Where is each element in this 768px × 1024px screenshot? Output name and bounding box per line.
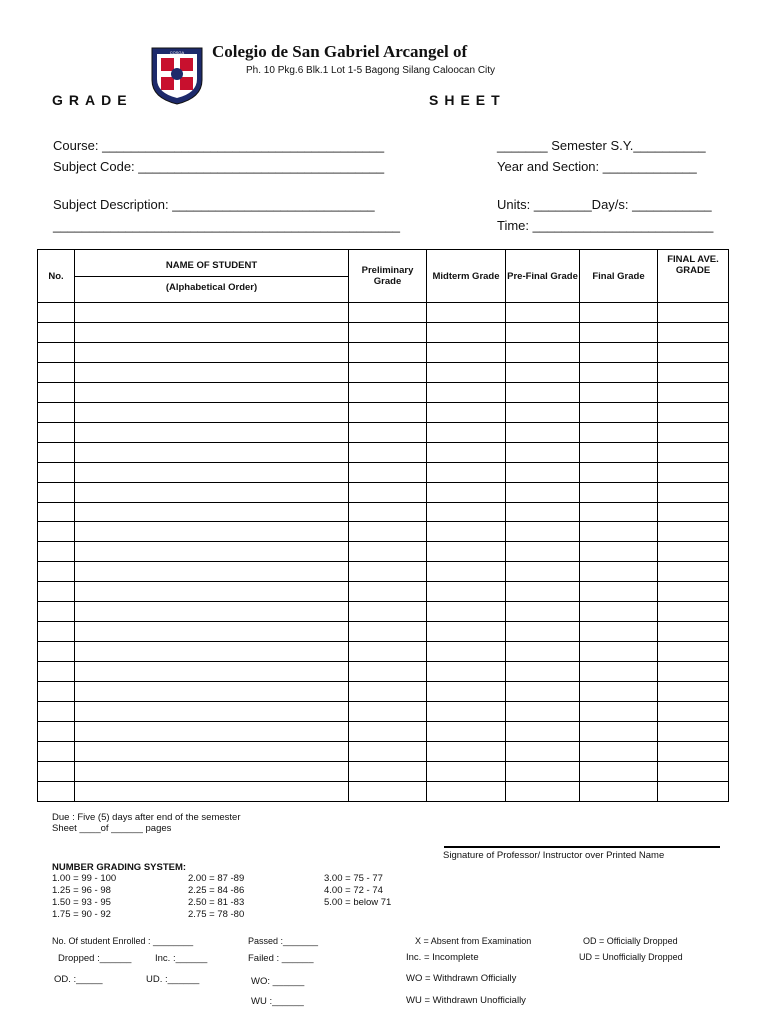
cell-name[interactable] bbox=[75, 562, 349, 582]
cell-no[interactable] bbox=[38, 761, 75, 781]
cell-name[interactable] bbox=[75, 662, 349, 682]
cell-final-ave[interactable] bbox=[658, 761, 729, 781]
cell-prefinal[interactable] bbox=[506, 502, 580, 522]
cell-midterm[interactable] bbox=[427, 442, 506, 462]
cell-prefinal[interactable] bbox=[506, 722, 580, 742]
cell-midterm[interactable] bbox=[427, 741, 506, 761]
header-midterm: Midterm Grade bbox=[427, 250, 506, 303]
cell-prefinal[interactable] bbox=[506, 422, 580, 442]
cell-final-ave[interactable] bbox=[658, 642, 729, 662]
svg-text:COSGA: COSGA bbox=[169, 50, 185, 55]
subject-description-extra-line[interactable]: ________________________________________________ bbox=[53, 218, 401, 233]
cell-midterm[interactable] bbox=[427, 642, 506, 662]
cell-midterm[interactable] bbox=[427, 682, 506, 702]
cell-name[interactable] bbox=[75, 502, 349, 522]
cell-final-ave[interactable] bbox=[658, 462, 729, 482]
cell-final-ave[interactable] bbox=[658, 582, 729, 602]
cell-prefinal[interactable] bbox=[506, 382, 580, 402]
cell-no[interactable] bbox=[38, 402, 75, 422]
title-sheet: SHEET bbox=[429, 92, 506, 108]
school-seal-logo bbox=[148, 46, 206, 106]
table-row bbox=[38, 382, 729, 402]
cell-midterm[interactable] bbox=[427, 502, 506, 522]
cell-midterm[interactable] bbox=[427, 722, 506, 742]
cell-prefinal[interactable] bbox=[506, 362, 580, 382]
cell-final-ave[interactable] bbox=[658, 422, 729, 442]
cell-prelim[interactable] bbox=[349, 582, 427, 602]
cell-final-ave[interactable] bbox=[658, 303, 729, 323]
cell-name[interactable] bbox=[75, 382, 349, 402]
cell-final-ave[interactable] bbox=[658, 382, 729, 402]
grading-col-2: 2.00 = 87 -89 2.25 = 84 -86 2.50 = 81 -83 2.75 = 78 -80 bbox=[188, 873, 245, 920]
table-row bbox=[38, 622, 729, 642]
legend-withdrawn-officially: WO = Withdrawn Officially bbox=[406, 973, 517, 984]
cell-final-ave[interactable] bbox=[658, 622, 729, 642]
grading-col-3: 3.00 = 75 - 77 4.00 = 72 - 74 5.00 = below 71 bbox=[324, 873, 392, 908]
legend-withdrawn-unofficially: WU = Withdrawn Unofficially bbox=[406, 995, 526, 1006]
cell-no[interactable] bbox=[38, 602, 75, 622]
cell-final[interactable] bbox=[580, 562, 658, 582]
cell-prelim[interactable] bbox=[349, 342, 427, 362]
cell-final[interactable] bbox=[580, 362, 658, 382]
cell-name[interactable] bbox=[75, 582, 349, 602]
cell-final-ave[interactable] bbox=[658, 522, 729, 542]
table-row bbox=[38, 422, 729, 442]
cell-midterm[interactable] bbox=[427, 542, 506, 562]
cell-midterm[interactable] bbox=[427, 702, 506, 722]
cell-name[interactable] bbox=[75, 482, 349, 502]
header-final-ave: FINAL AVE. GRADE bbox=[658, 250, 729, 303]
cell-final[interactable] bbox=[580, 303, 658, 323]
table-row bbox=[38, 702, 729, 722]
cell-name[interactable] bbox=[75, 781, 349, 801]
cell-name[interactable] bbox=[75, 761, 349, 781]
table-row bbox=[38, 322, 729, 342]
enrolled-field[interactable]: No. Of student Enrolled : ________ bbox=[52, 936, 194, 946]
passed-field[interactable]: Passed :_______ bbox=[248, 936, 319, 946]
cell-prefinal[interactable] bbox=[506, 462, 580, 482]
table-row bbox=[38, 442, 729, 462]
cell-prelim[interactable] bbox=[349, 722, 427, 742]
cell-prelim[interactable] bbox=[349, 662, 427, 682]
cell-prelim[interactable] bbox=[349, 322, 427, 342]
course-field[interactable]: Course: _______________________________________ bbox=[53, 138, 385, 153]
od-field[interactable]: OD. :_____ bbox=[54, 974, 103, 985]
cell-midterm[interactable] bbox=[427, 562, 506, 582]
cell-prelim[interactable] bbox=[349, 562, 427, 582]
cell-final[interactable] bbox=[580, 402, 658, 422]
cell-final[interactable] bbox=[580, 582, 658, 602]
cell-final-ave[interactable] bbox=[658, 442, 729, 462]
table-row bbox=[38, 362, 729, 382]
cell-final[interactable] bbox=[580, 482, 658, 502]
cell-name[interactable] bbox=[75, 342, 349, 362]
cell-final[interactable] bbox=[580, 662, 658, 682]
cell-prelim[interactable] bbox=[349, 642, 427, 662]
cell-name[interactable] bbox=[75, 741, 349, 761]
cell-no[interactable] bbox=[38, 781, 75, 801]
cell-name[interactable] bbox=[75, 702, 349, 722]
cell-name[interactable] bbox=[75, 682, 349, 702]
cell-no[interactable] bbox=[38, 482, 75, 502]
cell-prefinal[interactable] bbox=[506, 482, 580, 502]
cell-midterm[interactable] bbox=[427, 322, 506, 342]
failed-field[interactable]: Failed : ______ bbox=[248, 953, 314, 964]
cell-no[interactable] bbox=[38, 741, 75, 761]
cell-midterm[interactable] bbox=[427, 402, 506, 422]
cell-no[interactable] bbox=[38, 502, 75, 522]
cell-name[interactable] bbox=[75, 522, 349, 542]
title-grade: GRADE bbox=[52, 92, 133, 108]
units-days-field[interactable]: Units: ________Day/s: ___________ bbox=[497, 197, 712, 212]
cell-prefinal[interactable] bbox=[506, 522, 580, 542]
cell-name[interactable] bbox=[75, 602, 349, 622]
time-field[interactable]: Time: _________________________ bbox=[497, 218, 714, 233]
cell-name[interactable] bbox=[75, 722, 349, 742]
legend-absent: X = Absent from Examination bbox=[415, 936, 532, 946]
cell-final-ave[interactable] bbox=[658, 781, 729, 801]
cell-final-ave[interactable] bbox=[658, 662, 729, 682]
cell-prefinal[interactable] bbox=[506, 741, 580, 761]
cell-final-ave[interactable] bbox=[658, 322, 729, 342]
cell-midterm[interactable] bbox=[427, 362, 506, 382]
cell-final[interactable] bbox=[580, 382, 658, 402]
cell-final[interactable] bbox=[580, 741, 658, 761]
cell-final-ave[interactable] bbox=[658, 502, 729, 522]
cell-final[interactable] bbox=[580, 702, 658, 722]
header-name-sublabel: (Alphabetical Order) bbox=[165, 282, 258, 293]
cell-prelim[interactable] bbox=[349, 303, 427, 323]
cell-no[interactable] bbox=[38, 303, 75, 323]
subject-description-field[interactable]: Subject Description: ____________________________ bbox=[53, 197, 375, 212]
cell-midterm[interactable] bbox=[427, 382, 506, 402]
cell-prelim[interactable] bbox=[349, 422, 427, 442]
cell-prelim[interactable] bbox=[349, 362, 427, 382]
cell-no[interactable] bbox=[38, 562, 75, 582]
cell-prefinal[interactable] bbox=[506, 702, 580, 722]
cell-prelim[interactable] bbox=[349, 402, 427, 422]
cell-prelim[interactable] bbox=[349, 622, 427, 642]
table-row bbox=[38, 482, 729, 502]
cell-name[interactable] bbox=[75, 422, 349, 442]
cell-prefinal[interactable] bbox=[506, 642, 580, 662]
cell-final[interactable] bbox=[580, 422, 658, 442]
cell-final[interactable] bbox=[580, 322, 658, 342]
cell-prelim[interactable] bbox=[349, 702, 427, 722]
table-row bbox=[38, 682, 729, 702]
cell-prelim[interactable] bbox=[349, 502, 427, 522]
cell-no[interactable] bbox=[38, 522, 75, 542]
cell-midterm[interactable] bbox=[427, 761, 506, 781]
cell-name[interactable] bbox=[75, 462, 349, 482]
cell-final[interactable] bbox=[580, 781, 658, 801]
table-row bbox=[38, 642, 729, 662]
cell-prefinal[interactable] bbox=[506, 342, 580, 362]
cell-prefinal[interactable] bbox=[506, 761, 580, 781]
cell-prefinal[interactable] bbox=[506, 662, 580, 682]
sheet-pages[interactable]: Sheet ____of ______ pages bbox=[52, 823, 172, 834]
header-no: No. bbox=[38, 250, 75, 303]
cell-prelim[interactable] bbox=[349, 781, 427, 801]
cell-name[interactable] bbox=[75, 642, 349, 662]
cell-prelim[interactable] bbox=[349, 382, 427, 402]
header-final: Final Grade bbox=[580, 250, 658, 303]
cell-prefinal[interactable] bbox=[506, 303, 580, 323]
table-header-row bbox=[38, 250, 729, 303]
cell-final[interactable] bbox=[580, 462, 658, 482]
cell-no[interactable] bbox=[38, 362, 75, 382]
legend-incomplete: Inc. = Incomplete bbox=[406, 952, 479, 963]
cell-no[interactable] bbox=[38, 382, 75, 402]
cell-prefinal[interactable] bbox=[506, 602, 580, 622]
cell-prelim[interactable] bbox=[349, 522, 427, 542]
cell-midterm[interactable] bbox=[427, 662, 506, 682]
cell-midterm[interactable] bbox=[427, 462, 506, 482]
inc-field[interactable]: Inc. :______ bbox=[155, 953, 208, 964]
cell-midterm[interactable] bbox=[427, 582, 506, 602]
cell-midterm[interactable] bbox=[427, 482, 506, 502]
school-address: Ph. 10 Pkg.6 Blk.1 Lot 1-5 Bagong Silang Caloocan City bbox=[246, 65, 496, 76]
cell-no[interactable] bbox=[38, 322, 75, 342]
grading-col-1: 1.00 = 99 - 100 1.25 = 96 - 98 1.50 = 93 - 95 1.75 = 90 - 92 bbox=[52, 873, 117, 920]
cell-no[interactable] bbox=[38, 582, 75, 602]
table-row bbox=[38, 602, 729, 622]
table-row bbox=[38, 502, 729, 522]
cell-final-ave[interactable] bbox=[658, 741, 729, 761]
cell-name[interactable] bbox=[75, 362, 349, 382]
cell-prefinal[interactable] bbox=[506, 322, 580, 342]
cell-final[interactable] bbox=[580, 682, 658, 702]
table-row bbox=[38, 342, 729, 362]
cell-midterm[interactable] bbox=[427, 622, 506, 642]
cell-name[interactable] bbox=[75, 542, 349, 562]
cell-midterm[interactable] bbox=[427, 781, 506, 801]
grade-table bbox=[37, 249, 729, 802]
cell-final-ave[interactable] bbox=[658, 542, 729, 562]
cell-prelim[interactable] bbox=[349, 682, 427, 702]
ud-field[interactable]: UD. :______ bbox=[146, 974, 200, 985]
cell-prefinal[interactable] bbox=[506, 402, 580, 422]
cell-prefinal[interactable] bbox=[506, 682, 580, 702]
legend-officially-dropped: OD = Officially Dropped bbox=[583, 936, 678, 946]
header-prefinal: Pre-Final Grade bbox=[506, 250, 580, 303]
cell-prefinal[interactable] bbox=[506, 442, 580, 462]
cell-no[interactable] bbox=[38, 682, 75, 702]
cell-final[interactable] bbox=[580, 502, 658, 522]
school-name: Colegio de San Gabriel Arcangel of bbox=[212, 42, 468, 61]
cell-final-ave[interactable] bbox=[658, 702, 729, 722]
cell-no[interactable] bbox=[38, 542, 75, 562]
year-section-field[interactable]: Year and Section: _____________ bbox=[497, 159, 697, 174]
cell-prelim[interactable] bbox=[349, 602, 427, 622]
grading-system-title: NUMBER GRADING SYSTEM: bbox=[52, 862, 187, 873]
cell-prelim[interactable] bbox=[349, 442, 427, 462]
cell-midterm[interactable] bbox=[427, 522, 506, 542]
semester-field[interactable]: _______ Semester S.Y.__________ bbox=[497, 138, 706, 153]
wu-field[interactable]: WU :______ bbox=[251, 996, 304, 1007]
cell-prefinal[interactable] bbox=[506, 542, 580, 562]
header-prelim: Preliminary Grade bbox=[349, 250, 427, 303]
cell-prefinal[interactable] bbox=[506, 582, 580, 602]
table-row bbox=[38, 761, 729, 781]
table-row bbox=[38, 781, 729, 801]
cell-midterm[interactable] bbox=[427, 422, 506, 442]
cell-final[interactable] bbox=[580, 542, 658, 562]
cell-prefinal[interactable] bbox=[506, 562, 580, 582]
cell-final[interactable] bbox=[580, 642, 658, 662]
cell-final-ave[interactable] bbox=[658, 602, 729, 622]
cell-name[interactable] bbox=[75, 622, 349, 642]
cell-prelim[interactable] bbox=[349, 761, 427, 781]
cell-prefinal[interactable] bbox=[506, 622, 580, 642]
cell-final[interactable] bbox=[580, 761, 658, 781]
cell-midterm[interactable] bbox=[427, 602, 506, 622]
table-row bbox=[38, 462, 729, 482]
cell-name[interactable] bbox=[75, 402, 349, 422]
signature-label: Signature of Professor/ Instructor over Printed Name bbox=[443, 850, 665, 861]
cell-no[interactable] bbox=[38, 622, 75, 642]
table-row bbox=[38, 402, 729, 422]
cell-prelim[interactable] bbox=[349, 542, 427, 562]
cell-prelim[interactable] bbox=[349, 462, 427, 482]
cell-final-ave[interactable] bbox=[658, 482, 729, 502]
header-name-label: NAME OF STUDENT bbox=[165, 260, 258, 271]
table-row bbox=[38, 542, 729, 562]
signature-line[interactable] bbox=[444, 846, 720, 848]
cell-name[interactable] bbox=[75, 303, 349, 323]
cell-final-ave[interactable] bbox=[658, 562, 729, 582]
cell-final[interactable] bbox=[580, 442, 658, 462]
cell-final[interactable] bbox=[580, 722, 658, 742]
cell-no[interactable] bbox=[38, 662, 75, 682]
cell-name[interactable] bbox=[75, 322, 349, 342]
cell-final[interactable] bbox=[580, 522, 658, 542]
cell-no[interactable] bbox=[38, 442, 75, 462]
cell-no[interactable] bbox=[38, 462, 75, 482]
cell-prefinal[interactable] bbox=[506, 781, 580, 801]
due-note: Due : Five (5) days after end of the semester bbox=[52, 812, 241, 823]
table-row bbox=[38, 522, 729, 542]
cell-name[interactable] bbox=[75, 442, 349, 462]
cell-final-ave[interactable] bbox=[658, 682, 729, 702]
dropped-field[interactable]: Dropped :______ bbox=[58, 953, 132, 964]
cell-final-ave[interactable] bbox=[658, 722, 729, 742]
table-row bbox=[38, 722, 729, 742]
cell-prelim[interactable] bbox=[349, 482, 427, 502]
cell-prelim[interactable] bbox=[349, 741, 427, 761]
table-row bbox=[38, 662, 729, 682]
cell-final-ave[interactable] bbox=[658, 362, 729, 382]
cell-final[interactable] bbox=[580, 622, 658, 642]
table-row bbox=[38, 562, 729, 582]
cell-midterm[interactable] bbox=[427, 342, 506, 362]
cell-final-ave[interactable] bbox=[658, 342, 729, 362]
subject-code-field[interactable]: Subject Code: __________________________________ bbox=[53, 159, 385, 174]
cell-no[interactable] bbox=[38, 342, 75, 362]
table-row bbox=[38, 741, 729, 761]
cell-no[interactable] bbox=[38, 422, 75, 442]
legend-unofficially-dropped: UD = Unofficially Dropped bbox=[579, 952, 683, 962]
cell-final[interactable] bbox=[580, 602, 658, 622]
cell-no[interactable] bbox=[38, 702, 75, 722]
table-row bbox=[38, 582, 729, 602]
cell-final[interactable] bbox=[580, 342, 658, 362]
cell-final-ave[interactable] bbox=[658, 402, 729, 422]
wo-field[interactable]: WO: ______ bbox=[251, 976, 305, 987]
cell-midterm[interactable] bbox=[427, 303, 506, 323]
header-name bbox=[75, 250, 349, 303]
table-row bbox=[38, 303, 729, 323]
cell-no[interactable] bbox=[38, 642, 75, 662]
cell-no[interactable] bbox=[38, 722, 75, 742]
